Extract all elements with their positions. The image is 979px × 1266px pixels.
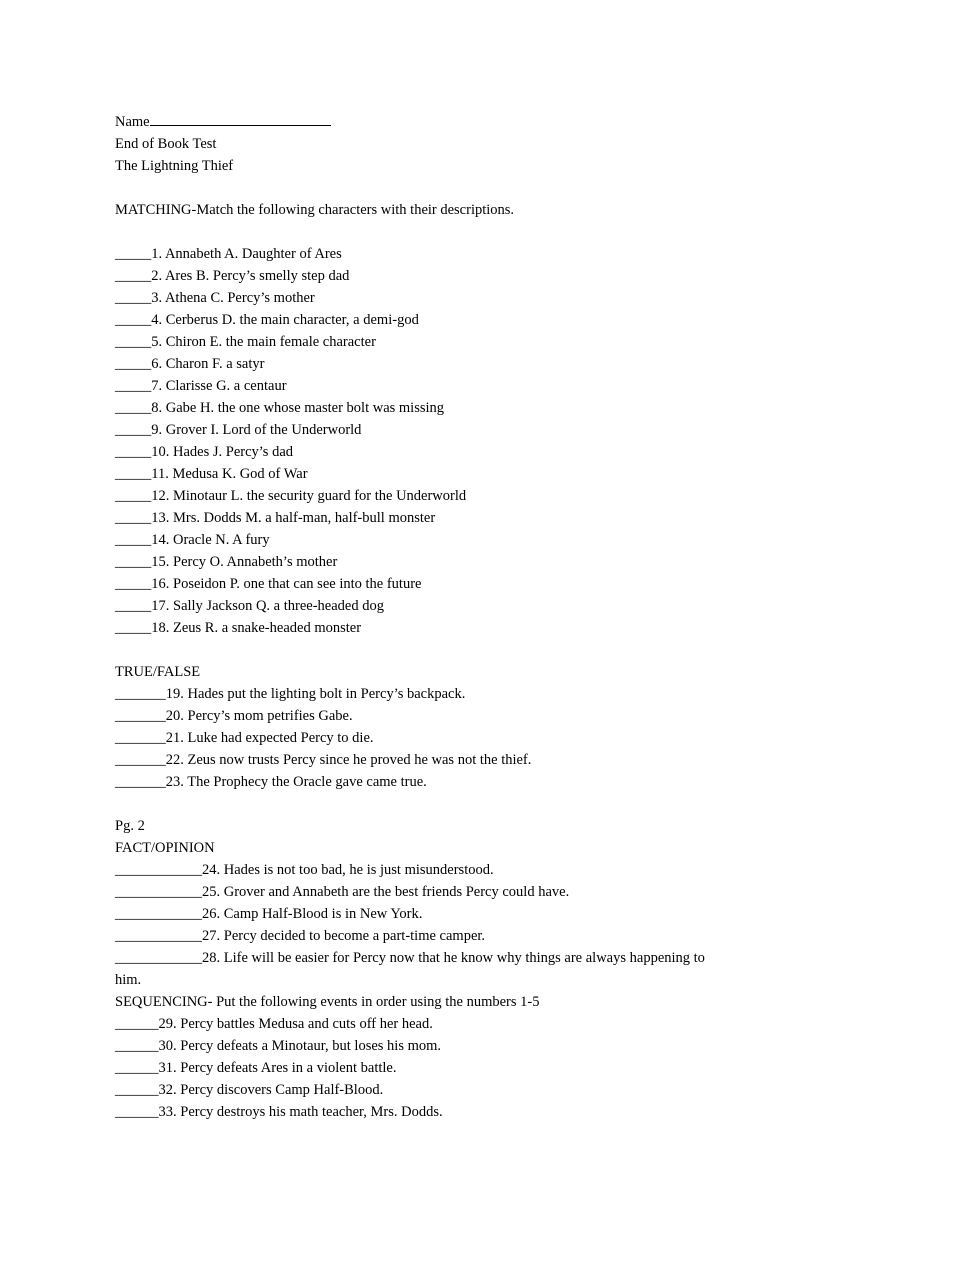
item-text: 25. Grover and Annabeth are the best friends Percy could have. <box>202 884 570 900</box>
true-false-list <box>115 683 730 793</box>
spacer <box>115 639 730 661</box>
answer-blank: ____________ <box>115 950 202 966</box>
fact-opinion-item <box>115 925 730 947</box>
item-text: 21. Luke had expected Percy to die. <box>165 730 374 746</box>
answer-blank: ______ <box>115 1038 159 1054</box>
sequencing-list <box>115 1013 730 1123</box>
name-line <box>115 111 730 133</box>
answer-blank: ______ <box>115 1104 159 1120</box>
title-line-2: The Lightning Thief <box>115 158 234 174</box>
true-false-item <box>115 683 730 705</box>
answer-blank: ____________ <box>115 928 202 944</box>
matching-list <box>115 243 730 639</box>
matching-item <box>115 595 730 617</box>
answer-blank: _____ <box>115 290 152 306</box>
item-text: 24. Hades is not too bad, he is just misunderstood. <box>202 862 494 878</box>
title-line-1: End of Book Test <box>115 136 217 152</box>
sequencing-heading: SEQUENCING- Put the following events in order using the numbers 1-5 <box>115 994 540 1010</box>
answer-blank: ______ <box>115 1060 159 1076</box>
matching-item <box>115 617 730 639</box>
matching-item <box>115 551 730 573</box>
matching-item <box>115 243 730 265</box>
item-text: 7. Clarisse G. a centaur <box>151 378 287 394</box>
item-text: 9. Grover I. Lord of the Underworld <box>151 422 362 438</box>
answer-blank: _____ <box>115 598 152 614</box>
matching-item <box>115 463 730 485</box>
answer-blank: ____________ <box>115 884 202 900</box>
true-false-item <box>115 705 730 727</box>
true-false-heading: TRUE/FALSE <box>115 664 201 680</box>
answer-blank: ____________ <box>115 906 202 922</box>
fact-opinion-item <box>115 859 730 881</box>
item-text: 5. Chiron E. the main female character <box>151 334 376 350</box>
item-text: 6. Charon F. a satyr <box>151 356 265 372</box>
item-text: 16. Poseidon P. one that can see into the future <box>151 576 422 592</box>
answer-blank: _____ <box>115 576 152 592</box>
answer-blank: _____ <box>115 466 152 482</box>
answer-blank: _____ <box>115 334 152 350</box>
answer-blank: _____ <box>115 510 152 526</box>
item-text: 17. Sally Jackson Q. a three-headed dog <box>151 598 384 614</box>
answer-blank: _____ <box>115 356 152 372</box>
true-false-item <box>115 749 730 771</box>
answer-blank: _______ <box>115 730 166 746</box>
spacer <box>115 221 730 243</box>
worksheet-content <box>115 111 730 1123</box>
item-text: 2. Ares B. Percy’s smelly step dad <box>151 268 350 284</box>
item-text: 13. Mrs. Dodds M. a half-man, half-bull monster <box>151 510 436 526</box>
item-text: 28. Life will be easier for Percy now that he know why things are always happening to him. <box>115 950 705 988</box>
matching-item <box>115 573 730 595</box>
answer-blank: ______ <box>115 1082 159 1098</box>
answer-blank: _____ <box>115 246 152 262</box>
sequencing-item <box>115 1035 730 1057</box>
matching-instructions: MATCHING-Match the following characters with their descriptions. <box>115 202 515 218</box>
fact-opinion-list <box>115 859 730 991</box>
item-text: 31. Percy defeats Ares in a violent battle. <box>158 1060 397 1076</box>
true-false-item <box>115 771 730 793</box>
fact-opinion-heading: FACT/OPINION <box>115 840 215 856</box>
answer-blank: _______ <box>115 708 166 724</box>
answer-blank: _____ <box>115 378 152 394</box>
answer-blank: _____ <box>115 488 152 504</box>
true-false-item <box>115 727 730 749</box>
matching-item <box>115 507 730 529</box>
matching-item <box>115 441 730 463</box>
item-text: 15. Percy O. Annabeth’s mother <box>151 554 338 570</box>
sequencing-item <box>115 1101 730 1123</box>
answer-blank: ____________ <box>115 862 202 878</box>
name-label: Name <box>115 114 150 130</box>
item-text: 20. Percy’s mom petrifies Gabe. <box>165 708 353 724</box>
item-text: 23. The Prophecy the Oracle gave came true. <box>165 774 427 790</box>
matching-item <box>115 265 730 287</box>
fact-opinion-item <box>115 881 730 903</box>
answer-blank: _______ <box>115 686 166 702</box>
item-text: 30. Percy defeats a Minotaur, but loses his mom. <box>158 1038 442 1054</box>
item-text: 33. Percy destroys his math teacher, Mrs. Dodds. <box>158 1104 443 1120</box>
answer-blank: _____ <box>115 400 152 416</box>
item-text: 27. Percy decided to become a part-time camper. <box>202 928 486 944</box>
item-text: 11. Medusa K. God of War <box>151 466 308 482</box>
answer-blank: _____ <box>115 532 152 548</box>
matching-item <box>115 287 730 309</box>
item-text: 8. Gabe H. the one whose master bolt was missing <box>151 400 445 416</box>
item-text: 18. Zeus R. a snake-headed monster <box>151 620 362 636</box>
item-text: 19. Hades put the lighting bolt in Percy’s backpack. <box>165 686 466 702</box>
matching-item <box>115 353 730 375</box>
matching-item <box>115 485 730 507</box>
matching-item <box>115 331 730 353</box>
spacer <box>115 793 730 815</box>
sequencing-item <box>115 1079 730 1101</box>
item-text: 14. Oracle N. A fury <box>151 532 270 548</box>
item-text: 32. Percy discovers Camp Half-Blood. <box>158 1082 384 1098</box>
page2-label: Pg. 2 <box>115 818 145 834</box>
answer-blank: _____ <box>115 620 152 636</box>
matching-item <box>115 529 730 551</box>
item-text: 4. Cerberus D. the main character, a demi-god <box>151 312 419 328</box>
answer-blank: _____ <box>115 422 152 438</box>
item-text: 12. Minotaur L. the security guard for the Underworld <box>151 488 467 504</box>
matching-item <box>115 397 730 419</box>
answer-blank: _____ <box>115 444 152 460</box>
answer-blank: ______ <box>115 1016 159 1032</box>
answer-blank: _____ <box>115 554 152 570</box>
spacer <box>115 177 730 199</box>
sequencing-item <box>115 1013 730 1035</box>
fact-opinion-item <box>115 947 730 991</box>
item-text: 26. Camp Half-Blood is in New York. <box>202 906 423 922</box>
answer-blank: _____ <box>115 268 152 284</box>
fact-opinion-item <box>115 903 730 925</box>
matching-item <box>115 309 730 331</box>
item-text: 3. Athena C. Percy’s mother <box>151 290 315 306</box>
item-text: 1. Annabeth A. Daughter of Ares <box>151 246 342 262</box>
item-text: 22. Zeus now trusts Percy since he proved he was not the thief. <box>165 752 532 768</box>
answer-blank: _______ <box>115 774 166 790</box>
item-text: 29. Percy battles Medusa and cuts off her head. <box>158 1016 433 1032</box>
answer-blank: _____ <box>115 312 152 328</box>
item-text: 10. Hades J. Percy’s dad <box>151 444 294 460</box>
sequencing-item <box>115 1057 730 1079</box>
matching-item <box>115 419 730 441</box>
matching-item <box>115 375 730 397</box>
answer-blank: _______ <box>115 752 166 768</box>
name-blank <box>150 112 331 126</box>
